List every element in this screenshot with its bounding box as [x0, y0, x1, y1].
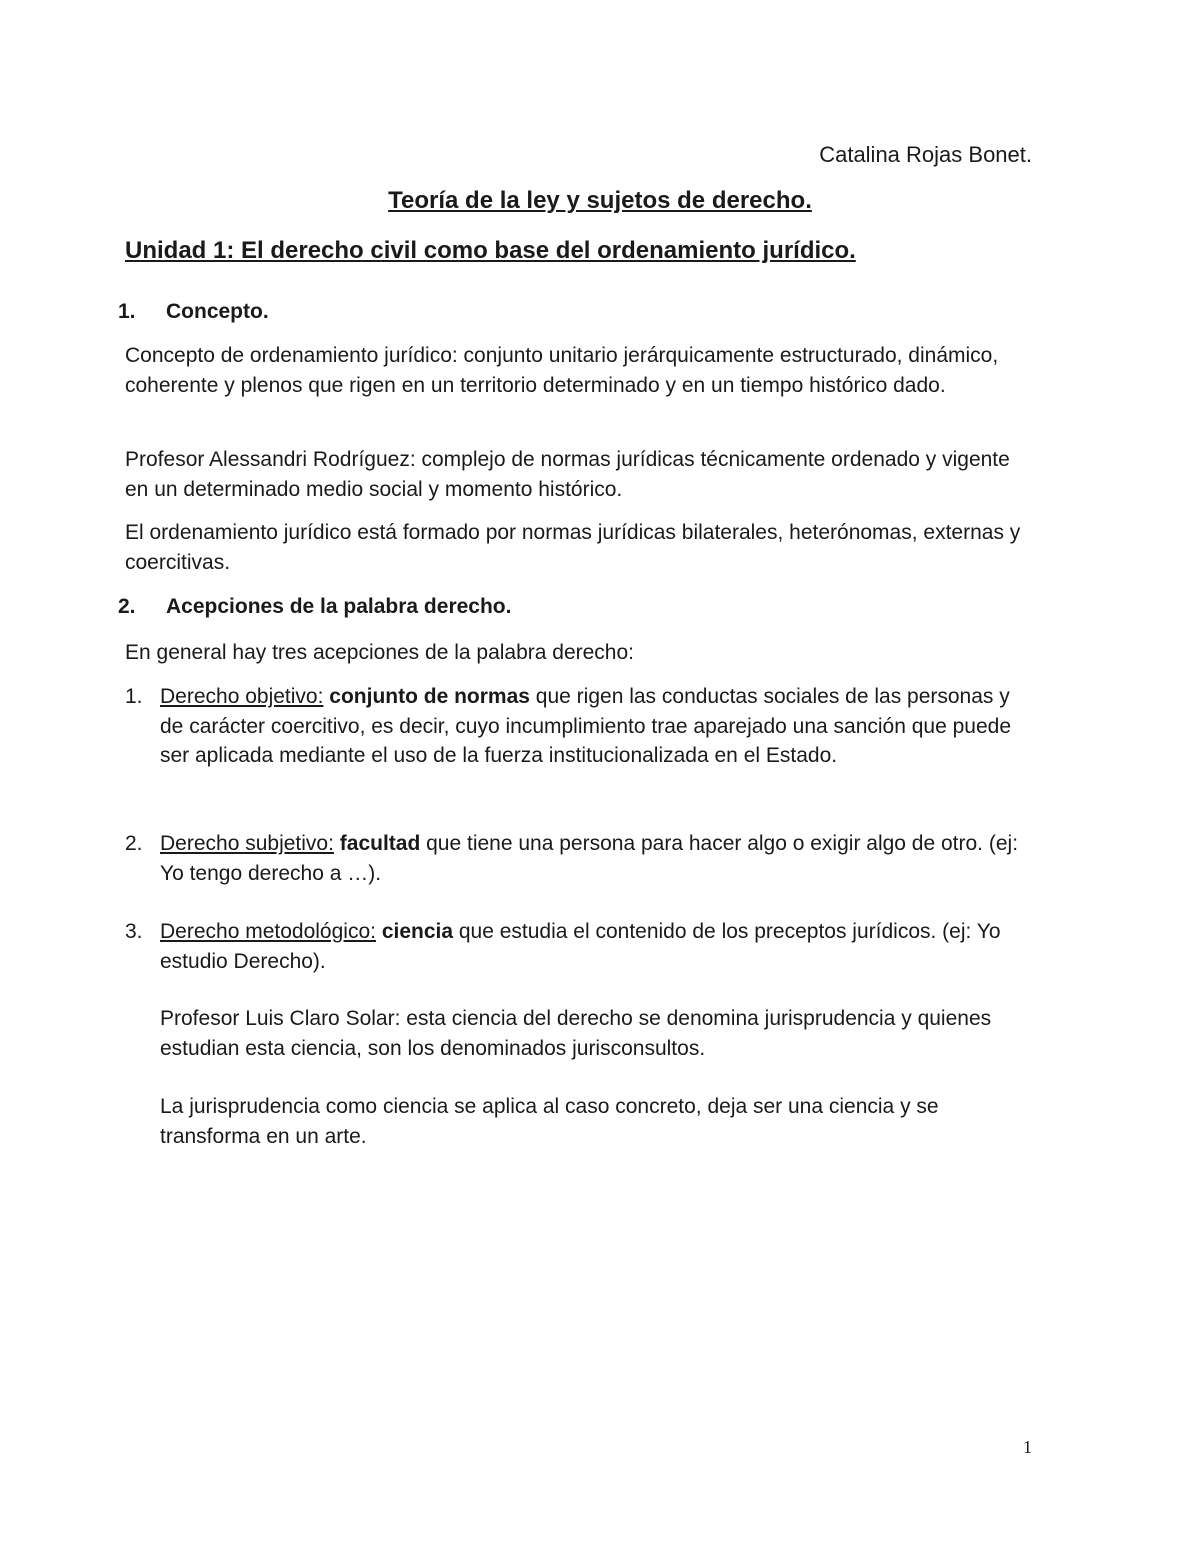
list-keyword: conjunto de normas: [329, 685, 530, 708]
list-marker: 1.: [125, 685, 143, 708]
list-keyword: ciencia: [381, 920, 454, 943]
list-term: Derecho subjetivo:: [160, 832, 334, 855]
list-text: que rigen las conductas sociales de las personas y de carácter coercitivo, es decir, cuyo incumplimiento trae aparejado una sanción que puede ser aplicada mediante el uso de la fuerza institucionalizada en el Estado.: [160, 685, 1012, 767]
list-item-body: [160, 682, 1035, 771]
paragraph: Profesor Luis Claro Solar: esta ciencia del derecho se denomina jurisprudencia y quienes estudian esta ciencia, son los denominados jurisconsultos.: [160, 1007, 992, 1060]
list-item-body: [160, 917, 1035, 976]
paragraph: El ordenamiento jurídico está formado por normas jurídicas bilaterales, heterónomas, externas y coercitivas.: [125, 521, 1021, 574]
list-marker: 3.: [125, 920, 143, 943]
list-item: [125, 682, 1035, 771]
section-2-number: 2.: [118, 595, 136, 618]
author-name: Catalina Rojas Bonet.: [819, 142, 1032, 167]
list-item: [125, 917, 1035, 976]
document-title-text: Teoría de la ley y sujetos de derecho.: [388, 187, 812, 214]
section-1-number: 1.: [118, 300, 136, 323]
list-text: que estudia el contenido de los preceptos jurídicos. (ej: Yo estudio Derecho).: [160, 920, 1001, 973]
list-term: Derecho metodológico:: [160, 920, 376, 943]
unit-title: [125, 236, 856, 266]
section-2-heading: [118, 593, 511, 621]
paragraph: Concepto de ordenamiento jurídico: conjunto unitario jerárquicamente estructurado, dinámico, coherente y plenos que rigen en un territorio determinado y en un tiempo histórico dado.: [125, 344, 999, 397]
section-1-heading: [118, 298, 269, 326]
list-marker: 2.: [125, 832, 143, 855]
list-term: Derecho objetivo:: [160, 685, 324, 708]
section-2-title: Acepciones de la palabra derecho.: [166, 595, 512, 618]
page-number: 1: [1023, 1437, 1032, 1457]
list-item-body: [160, 829, 1035, 888]
list-item: [125, 829, 1035, 888]
unit-title-text: Unidad 1: El derecho civil como base del ordenamiento jurídico.: [125, 237, 856, 264]
list-text: que tiene una persona para hacer algo o exigir algo de otro. (ej: Yo tengo derecho a …).: [160, 832, 1019, 885]
section-1-title: Concepto.: [166, 300, 269, 323]
paragraph: La jurisprudencia como ciencia se aplica al caso concreto, deja ser una ciencia y se transforma en un arte.: [160, 1095, 939, 1148]
paragraph: En general hay tres acepciones de la palabra derecho:: [125, 641, 635, 664]
document-title: [0, 186, 1200, 216]
list-keyword: facultad: [339, 832, 421, 855]
paragraph: Profesor Alessandri Rodríguez: complejo de normas jurídicas técnicamente ordenado y vigente en un determinado medio social y momento histórico.: [125, 448, 1010, 501]
